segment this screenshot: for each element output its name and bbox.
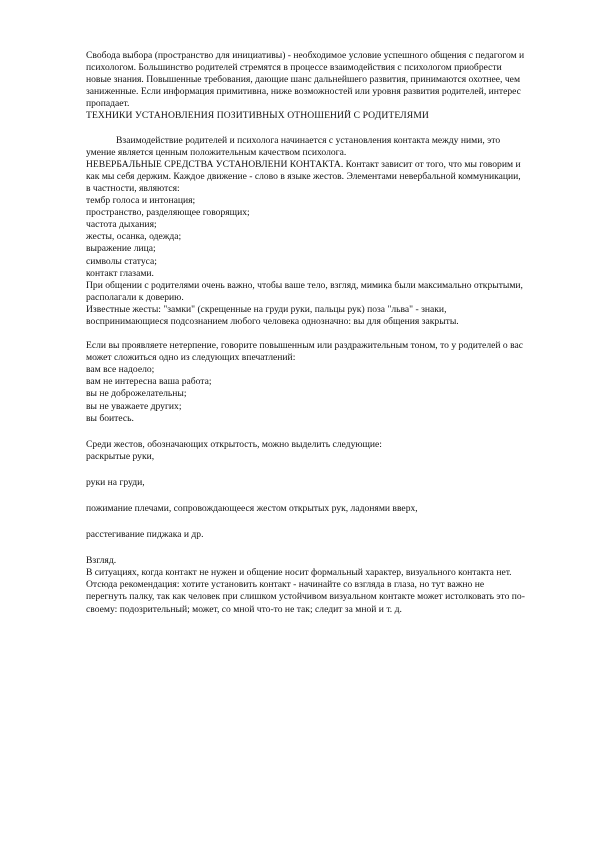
paragraph-open-gestures: Среди жестов, обозначающих открытость, можно выделить следующие: (86, 438, 382, 450)
paragraph-interaction: Взаимодействие родителей и психолога начинается с установления контакта между ними, это умение является ценным положительным качеством психолога. (86, 134, 501, 158)
list-item: вы не уважаете других; (86, 400, 182, 412)
list-item: вам все надоело; (86, 364, 155, 376)
paragraph-gaze-formal: В ситуациях, когда контакт не нужен и общение носит формальный характер, визуального контакта нет. (86, 567, 512, 579)
list-item: расстегивание пиджака и др. (86, 529, 204, 541)
list-item: пространство, разделяющее говорящих; (86, 207, 250, 219)
list-item: тембр голоса и интонация; (86, 195, 196, 207)
list-item: раскрытые руки, (86, 450, 155, 462)
list-item: вы боитесь. (86, 412, 134, 424)
paragraph-nonverbal: НЕВЕРБАЛЬНЫЕ СРЕДСТВА УСТАНОВЛЕНИ КОНТАКТА. Контакт зависит от того, что мы говорим и как мы себя держим. Каждое движение - слово в языке жестов. Элементами невербальной коммуникации, в частности, являются: (86, 158, 521, 194)
list-item: частота дыхания; (86, 219, 157, 231)
gaze-title: Взгляд. (86, 555, 117, 567)
list-item: вы не доброжелательны; (86, 388, 187, 400)
list-item: вам не интересна ваша работа; (86, 376, 212, 388)
section-heading: ТЕХНИКИ УСТАНОВЛЕНИЯ ПОЗИТИВНЫХ ОТНОШЕНИЙ С РОДИТЕЛЯМИ (86, 110, 429, 122)
document-page (86, 50, 526, 616)
paragraph-impatience: Если вы проявляете нетерпение, говорите повышенным или раздражительным тоном, то у родителей о вас может сложиться одно из следующих впечатлений: (86, 340, 524, 364)
intro-paragraph: Свобода выбора (пространство для инициативы) - необходимое условие успешного общения с педагогом и психологом. Большинство родителей стремятся в процессе взаимодействия с психологом приобрести новые знания. Повышенные требования, дающие шанс дальнейшего развития, принимаются охотнее, чем заниженные. Если информация примитивна, ниже возможностей или уровня развития родителей, интерес пропадает. (86, 50, 525, 110)
list-item: символы статуса; (86, 255, 157, 267)
paragraph-gaze-recommendation: Отсюда рекомендация: хотите установить контакт - начинайте со взгляда в глаза, но тут важно не перегнуть палку, так как человек при слишком устойчивом визуальном контакте может истолковать это по-своему: подозрительный; может, со мной что-то не так; следит за мной и т. д. (86, 579, 525, 615)
paragraph-openness: При общении с родителями очень важно, чтобы ваше тело, взгляд, мимика были максимально открытыми, располагали к доверию. (86, 279, 523, 303)
list-item: руки на груди, (86, 476, 145, 488)
list-item: пожимание плечами, сопровождающееся жестом открытых рук, ладонями вверх, (86, 503, 418, 514)
nonverbal-list (86, 195, 526, 280)
list-item: жесты, осанка, одежда; (86, 231, 182, 243)
list-item: выражение лица; (86, 243, 156, 255)
impression-list (86, 364, 526, 424)
paragraph-gestures: Известные жесты: "замки" (скрещенные на груди руки, пальцы рук) поза "льва" - знаки, воспринимающиеся подсознанием любого человека однозначно: вы для общения закрыты. (86, 303, 459, 327)
list-item: контакт глазами. (86, 267, 154, 279)
